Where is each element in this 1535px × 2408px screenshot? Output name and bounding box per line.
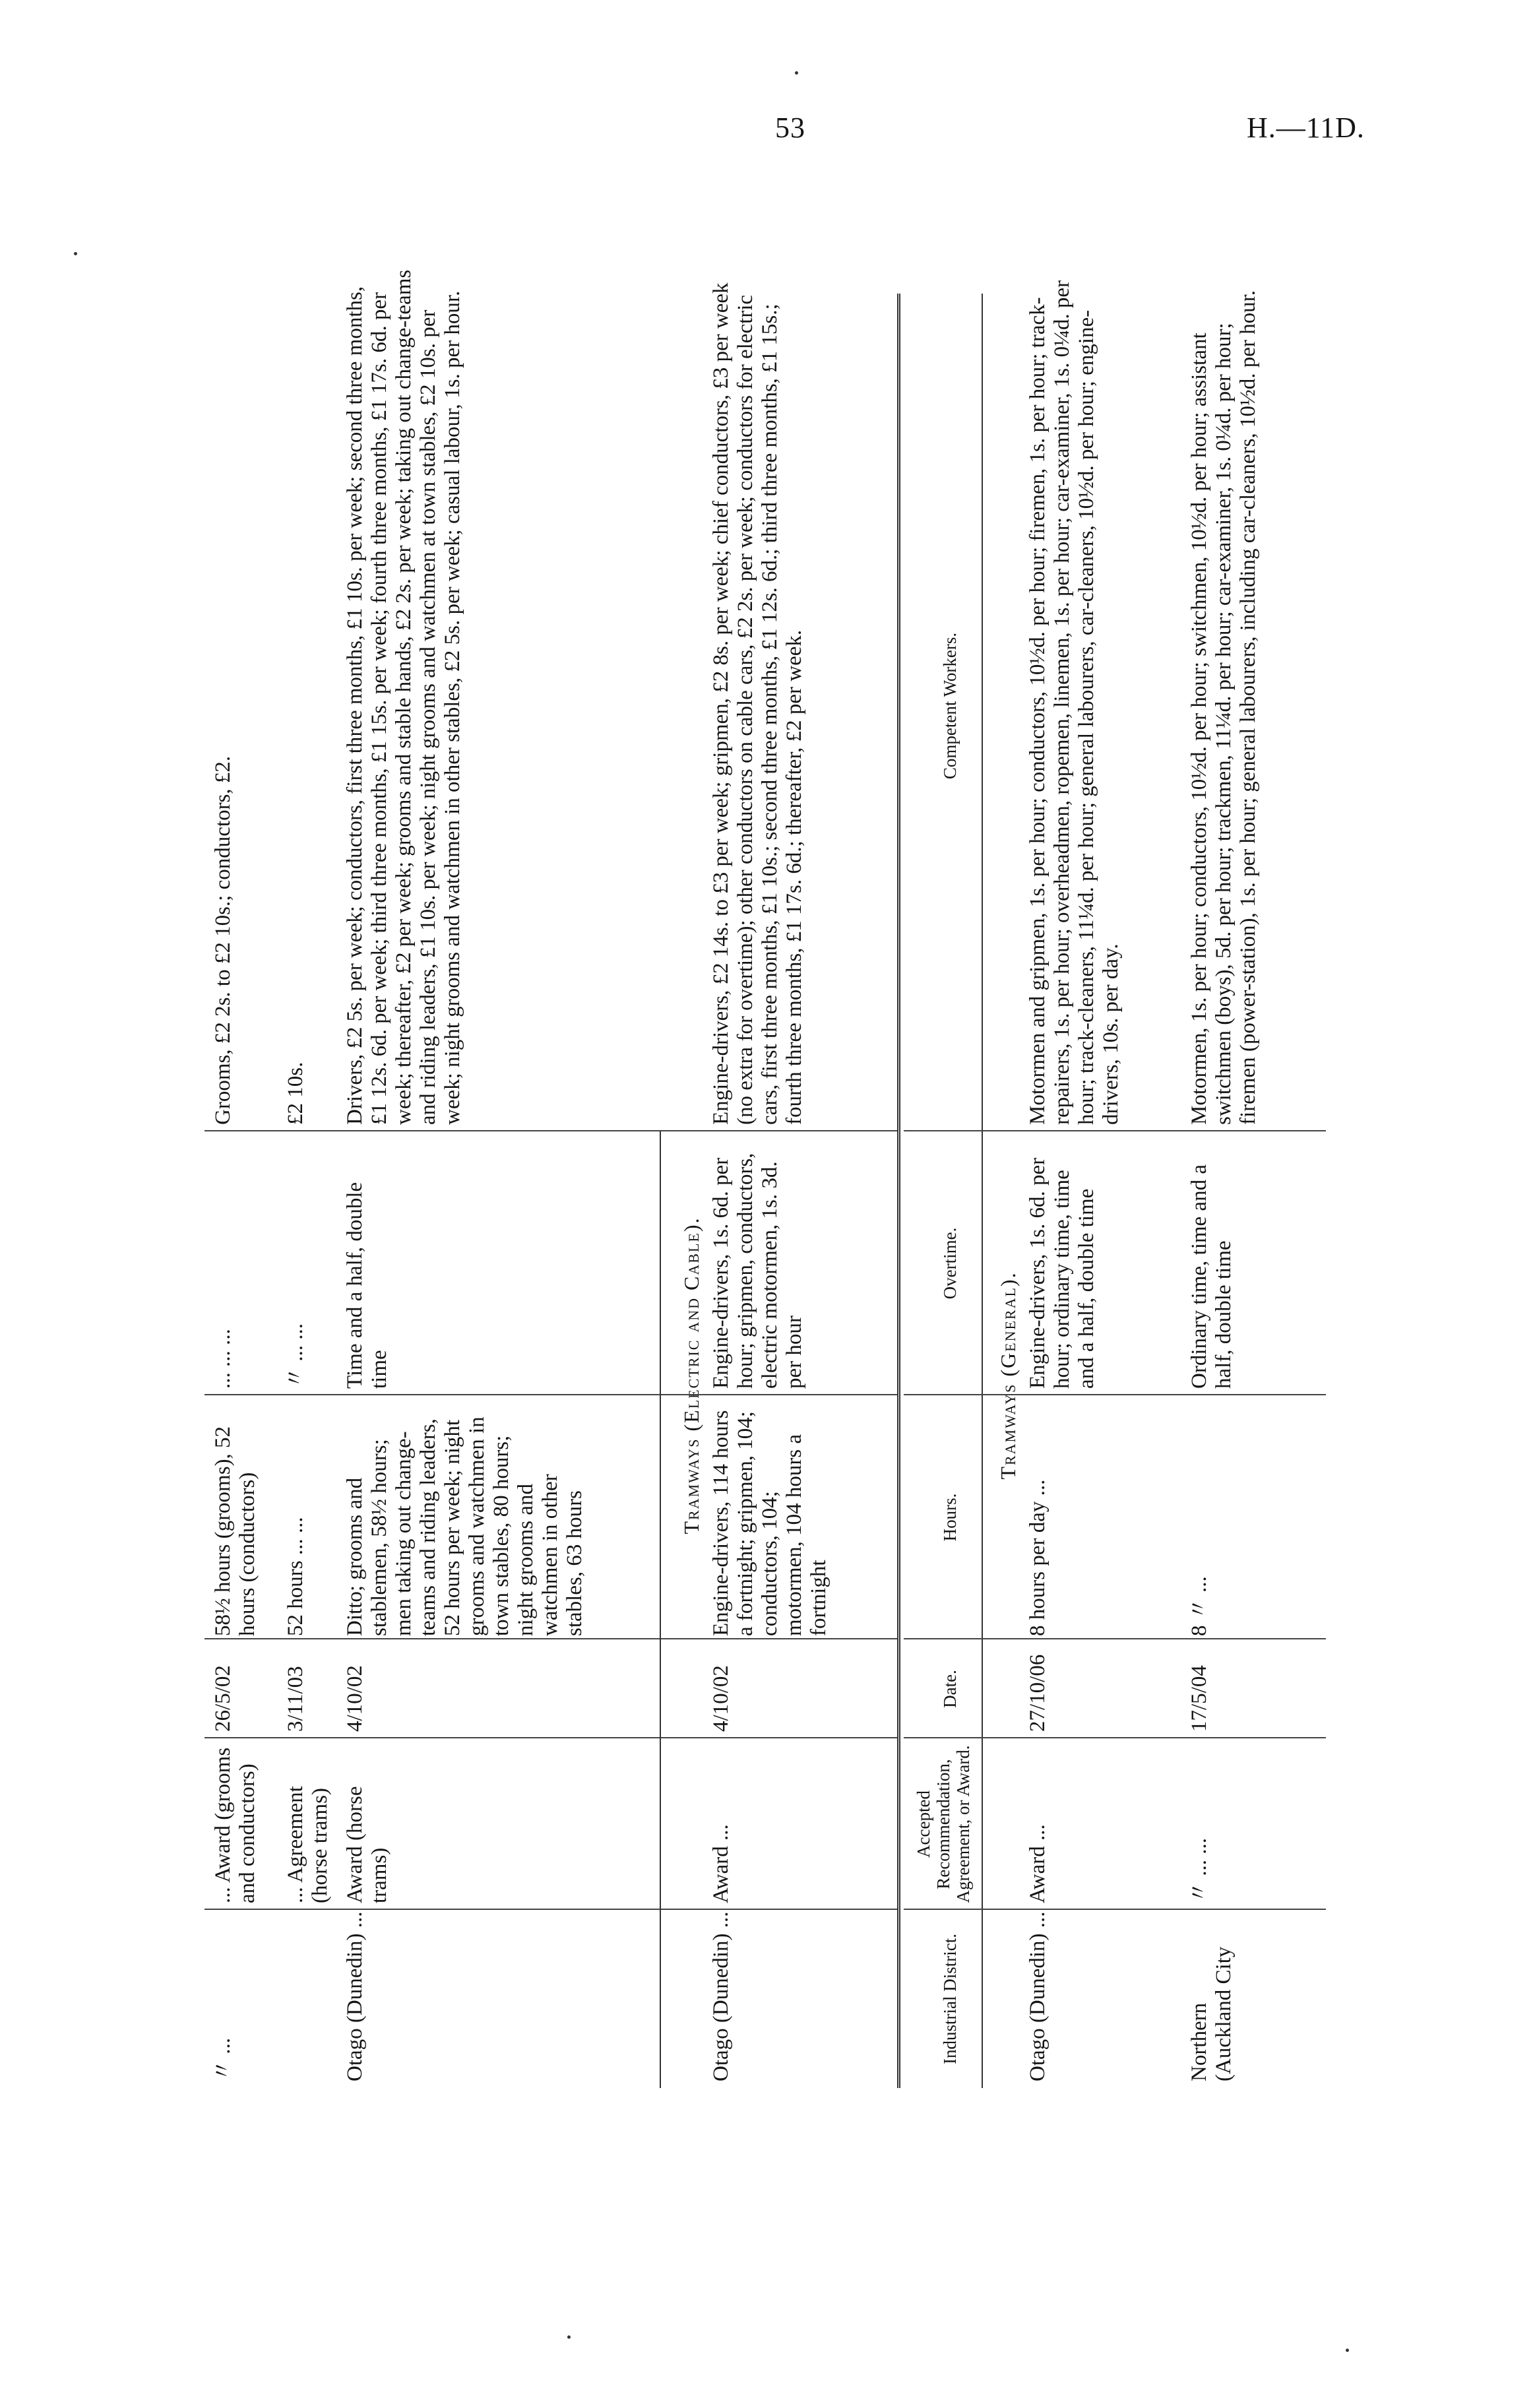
s1-r3-hours: Ditto; grooms and stablemen, 58½ hours; men taking out change-teams and riding leaders, 52 hours per week; night grooms and watchmen in town stables, 80 hours; night grooms and watchmen in other stables, 63 hours [343,1416,586,1636]
s1-r1-hours: 58½ hours (grooms), 52 hours (conductors) [211,1426,259,1636]
col-rule-3 [204,1638,897,1639]
s1-r2-overtime: 〃 ... ... [284,1323,307,1389]
s1-r2-workers: £2 10s. [284,1061,307,1125]
col-rule-1b [904,1909,1326,1910]
s1-r1-instrument: ... Award (grooms and conductors) [211,1747,259,1903]
s1-r1-date: 26/5/02 [211,1665,235,1732]
s2-r1-instrument: Award ... [709,1824,733,1903]
speck [567,2335,571,2339]
col-rule-4 [204,1394,897,1395]
s1-r2-hours: 52 hours ... ... [284,1517,307,1636]
col-rule-5 [204,1130,897,1131]
s1-r1-overtime: ... ... ... [211,1329,235,1389]
section3-heading: Tramways (General). [996,1271,1020,1480]
s3-r2-date: 17/5/04 [1187,1665,1211,1732]
s1-r3-instrument: Award (horse trams) [343,1786,391,1903]
s3-r2-instrument: 〃 ... ... [1187,1838,1211,1903]
s2-r1-workers: Engine-drivers, £2 14s. to £3 per week; gripmen, £2 8s. per week; chief conductors, £3 per week (no extra for overtime); other conductors on cable cars, £2 2s. per week; conductors for electric cars, first three months, £1 10s.; second three months, £1 12s. 6d.; third three months, £1 15s.; fourth three months, £1 17s. 6d.; thereafter, £2 per week. [709,282,806,1125]
s3-r1-workers: Motormen and gripmen, 1s. per hour; conductors, 10½d. per hour; firemen, 1s. per hour; track-repairers, 1s. per hour; overheadmen, ropemen, linemen, 1s. per hour; car-examiner, 1s. 0¼d. per hour; track-cleaners, 11¼d. per hour; general labourers, car-cleaners, 10½d. per hour; engine-drivers, 10s. per day. [1026,280,1123,1125]
s2-r1-hours: Engine-drivers, 114 hours a fortnight; gripmen, 104; conductors, 104; motormen, 104 hours a fortnight [709,1410,830,1636]
s3-r1-date: 27/10/06 [1026,1654,1049,1732]
col-rule-3b [904,1638,1326,1639]
series-code: H.—11D. [1247,111,1365,144]
col-header-date: Date. [940,1670,960,1708]
s3-r2-hours: 8 〃 ... [1187,1576,1211,1636]
rotated-table [204,188,1359,2101]
s1-r1-district: 〃 ... [211,2038,235,2081]
s1-r1-workers: Grooms, £2 2s. to £2 10s.; conductors, £2. [211,755,235,1125]
col-header-district: Industrial District. [940,1934,960,2064]
col-rule-5b [904,1130,1326,1131]
col-rule-4b [904,1394,1326,1395]
s1-r2-date: 3/11/03 [284,1666,307,1732]
section1-rule [660,1131,661,2088]
col-rule-2b [904,1737,1326,1738]
section-rule [897,294,900,2088]
page-number: 53 [775,111,805,144]
s3-r1-instrument: Award ... [1026,1824,1049,1903]
s2-r1-district: Otago (Dunedin) ... [709,1911,733,2081]
col-header-workers: Competent Workers. [940,632,960,780]
speck [795,71,798,75]
s1-r3-date: 4/10/02 [343,1665,367,1732]
col-rule-1 [204,1909,897,1910]
s3-r1-overtime: Engine-drivers, 1s. 6d. per hour; ordinary time, time and a half, double time [1026,1157,1098,1389]
col-rule-2 [204,1737,897,1738]
col-header-instrument: Accepted Recommendation, Agreement, or Award. [914,1745,973,1903]
s2-r1-date: 4/10/02 [709,1665,733,1732]
speck [1346,2349,1349,2352]
s3-r2-district: Northern (Auckland City [1187,1946,1236,2081]
col-header-hours: Hours. [940,1493,960,1542]
s1-r3-overtime: Time and a half, double time [343,1182,391,1389]
header-rule [982,294,983,2088]
col-header-overtime: Overtime. [940,1227,960,1300]
s3-r1-hours: 8 hours per day ... [1026,1479,1049,1636]
s1-r3-workers: Drivers, £2 5s. per week; conductors, first three months, £1 10s. per week; second three months, £1 12s. 6d. per week; third three months, £1 15s. per week; fourth three months, £1 17s. 6d. per week; thereafter, £2 per week; grooms and stable hands, £2 2s. per week; taking out change-teams and riding leaders, £1 10s. per week; night grooms and watchmen at town stables, £2 10s. per week; night grooms and watchmen in other stables, £2 5s. per week; casual labour, 1s. per hour. [343,269,464,1125]
s2-r1-overtime: Engine-drivers, 1s. 6d. per hour; gripmen, conductors, electric motormen, 1s. 3d. per hour [709,1153,806,1389]
s3-r2-workers: Motormen, 1s. per hour; conductors, 10½d. per hour; switchmen, 10½d. per hour; assistant switchmen (boys), 5d. per hour; trackmen, 11¼d. per hour; car-examiner, 1s. 0¼d. per hour; firemen (power-station), 1s. per hour; general labourers, including car-cleaners, 10½d. per hour. [1187,290,1260,1125]
speck [74,252,77,255]
s3-r1-district: Otago (Dunedin) ... [1026,1911,1049,2081]
s1-r2-instrument: ... Agreement (horse trams) [284,1786,332,1903]
section2-heading: Tramways (Electric and Cable). [679,1217,703,1535]
s1-r3-district: Otago (Dunedin) ... [343,1911,367,2081]
s3-r2-overtime: Ordinary time, time and a half, double time [1187,1164,1236,1389]
